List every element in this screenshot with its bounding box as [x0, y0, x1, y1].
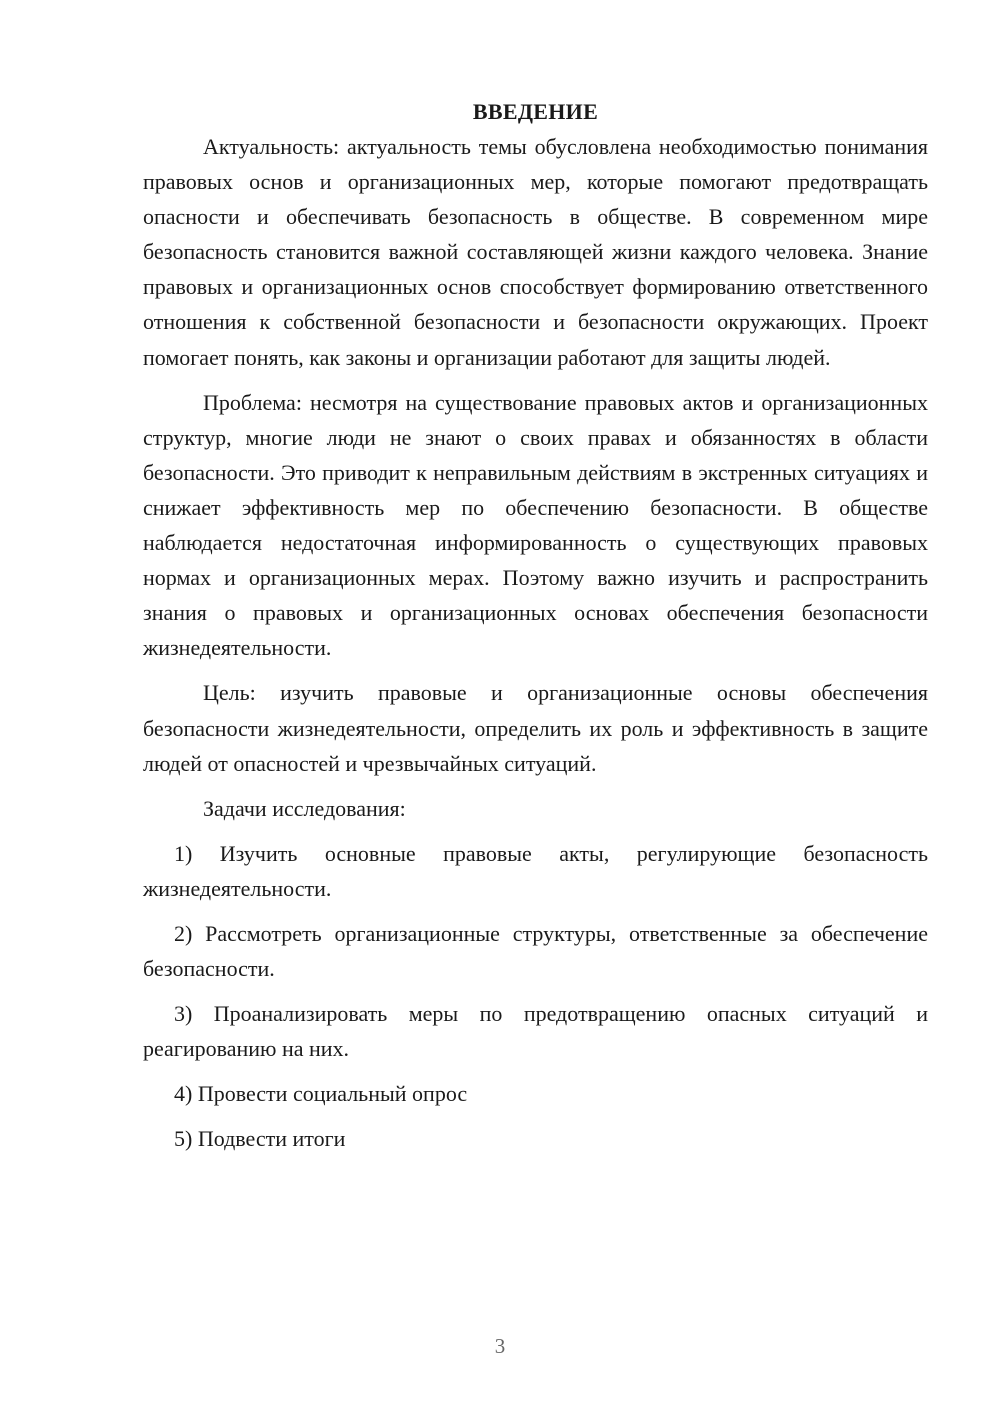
section-heading: ВВЕДЕНИЕ: [472, 99, 599, 124]
paragraph-relevance: Актуальность: актуальность темы обусловлена необходимостью понимания правовых основ и организационных мер, которые помогают предотвращать опасности и обеспечивать безопасность в обществе. В современном мире безопасность становится важной составляющей жизни каждого человека. Знание правовых и организационных основ способствует формированию ответственного отношения к собственной безопасности и безопасности окружающих. Проект помогает понять, как законы и организации работают для защиты людей.: [143, 134, 928, 370]
document-page: [143, 94, 928, 1167]
task-item: 1) Изучить основные правовые акты, регулирующие безопасность жизнедеятельности.: [143, 840, 928, 901]
paragraph-problem: Проблема: несмотря на существование правовых актов и организационных структур, многие люди не знают о своих правах и обязанностях в области безопасности. Это приводит к неправильным действиям в экстренных ситуациях и снижает эффективность мер по обеспечению безопасности. В обществе наблюдается недостаточная информированность о существующих правовых нормах и организационных мерах. Поэтому важно изучить и распространить знания о правовых и организационных основах обеспечения безопасности жизнедеятельности.: [143, 389, 928, 661]
paragraph-goal: Цель: изучить правовые и организационные основы обеспечения безопасности жизнедеятельности, определить их роль и эффективность в защите людей от опасностей и чрезвычайных ситуаций.: [143, 680, 928, 776]
task-item: 5) Подвести итоги: [174, 1126, 346, 1152]
page-number: 3: [494, 1334, 506, 1358]
task-item: 2) Рассмотреть организационные структуры, ответственные за обеспечение безопасности.: [143, 920, 928, 982]
tasks-heading: Задачи исследования:: [203, 795, 406, 821]
task-item: 4) Провести социальный опрос: [174, 1081, 468, 1107]
task-item: 3) Проанализировать меры по предотвращению опасных ситуаций и реагированию на них.: [143, 1001, 928, 1062]
tasks-list: [143, 836, 928, 1157]
